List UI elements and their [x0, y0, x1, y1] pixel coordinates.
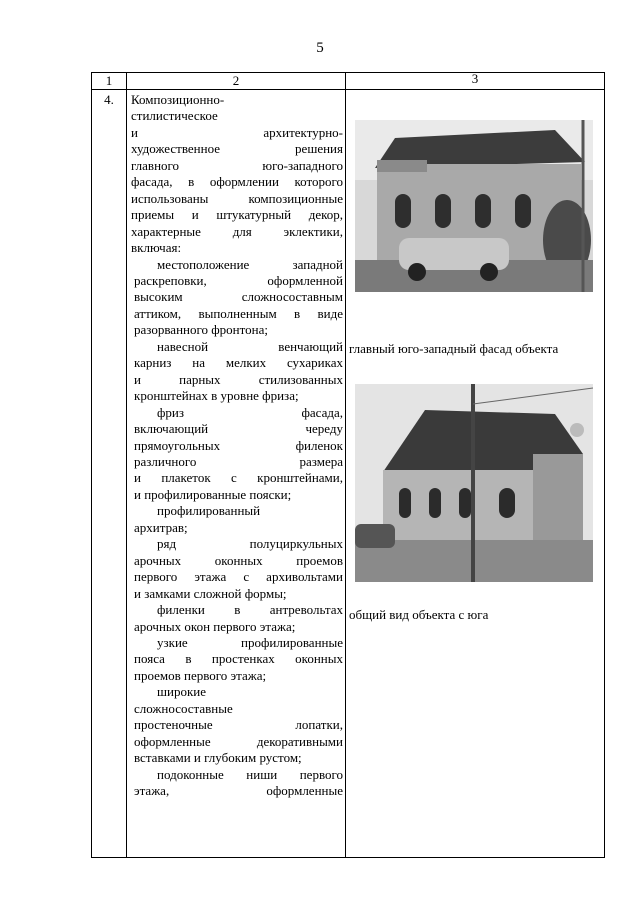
- heritage-table: [91, 72, 605, 858]
- description-line: приемы и штукатурный декор,: [131, 207, 343, 223]
- description-line: характерные для эклектики,: [131, 223, 343, 239]
- description-line: подоконные ниши первого: [157, 766, 343, 782]
- description-line: кронштейнах в уровне фриза;: [134, 388, 299, 404]
- description-line: и замками сложной формы;: [134, 585, 287, 601]
- description-line: карниз на мелких сухариках: [134, 355, 343, 371]
- header-col-3: 3: [346, 73, 605, 90]
- description-cell: [127, 90, 346, 858]
- description-line: архитрав;: [134, 519, 188, 535]
- description-line: филенки в антревольтах: [157, 602, 343, 618]
- description-line: и профилированные пояски;: [134, 486, 292, 502]
- description-line: включая:: [131, 240, 182, 256]
- description-line: арочных окон первого этажа;: [134, 618, 296, 634]
- description-line: навесной венчающий: [157, 338, 343, 354]
- description-line: раскреповки, оформленной: [134, 272, 343, 288]
- table-row: [92, 90, 605, 858]
- table-header-row: [92, 73, 605, 90]
- description-line: и архитектурно-: [131, 124, 343, 140]
- description-line: первого этажа с архивольтами: [134, 569, 343, 585]
- header-col-2: 2: [127, 73, 346, 90]
- description-line: оформленные декоративными: [134, 733, 343, 749]
- description-line: прямоугольных филенок: [134, 437, 343, 453]
- description-line: ряд полуциркульных: [157, 536, 343, 552]
- description-line: различного размера: [134, 453, 343, 469]
- description-line: включающий череду: [134, 421, 343, 437]
- photo-caption-1: главный юго-западный фасад объекта: [349, 341, 559, 356]
- description-text: [131, 92, 343, 799]
- description-line: узкие профилированные: [157, 634, 343, 650]
- description-line: и парных стилизованных: [134, 371, 343, 387]
- description-line: профилированный: [157, 503, 261, 519]
- description-line: вставками и глубоким рустом;: [134, 750, 302, 766]
- description-line: использованы композиционные: [131, 190, 343, 206]
- description-line: пояса в простенках оконных: [134, 651, 343, 667]
- description-line: и плакеток с кронштейнами,: [134, 470, 343, 486]
- description-line: Композиционно-: [131, 92, 225, 107]
- header-col-1: 1: [92, 73, 127, 90]
- description-line: широкие: [157, 684, 207, 700]
- description-line: этажа, оформленные: [134, 783, 343, 799]
- photos-cell: [346, 90, 605, 858]
- description-line: проемов первого этажа;: [134, 667, 267, 683]
- description-line: главного юго-западного: [131, 157, 343, 173]
- facade-photo: [355, 120, 593, 292]
- description-line: фриз фасада,: [157, 404, 343, 420]
- description-line: простеночные лопатки,: [134, 717, 343, 733]
- page-number: 5: [316, 40, 324, 56]
- description-line: сложносоставные: [134, 700, 233, 716]
- description-line: разорванного фронтона;: [134, 322, 268, 338]
- description-line: высоким сложносоставным: [134, 289, 343, 305]
- south-view-photo: [355, 384, 593, 582]
- description-line: художественное решения: [131, 141, 343, 157]
- description-line: арочных оконных проемов: [134, 552, 343, 568]
- description-line: местоположение западной: [157, 256, 343, 272]
- description-line: фасада, в оформлении которого: [131, 174, 343, 190]
- description-line: аттиком, выполненным в виде: [134, 305, 343, 321]
- description-line: стилистическое: [131, 108, 218, 124]
- photo-caption-2: общий вид объекта с юга: [349, 607, 489, 622]
- row-number: 4.: [92, 90, 127, 858]
